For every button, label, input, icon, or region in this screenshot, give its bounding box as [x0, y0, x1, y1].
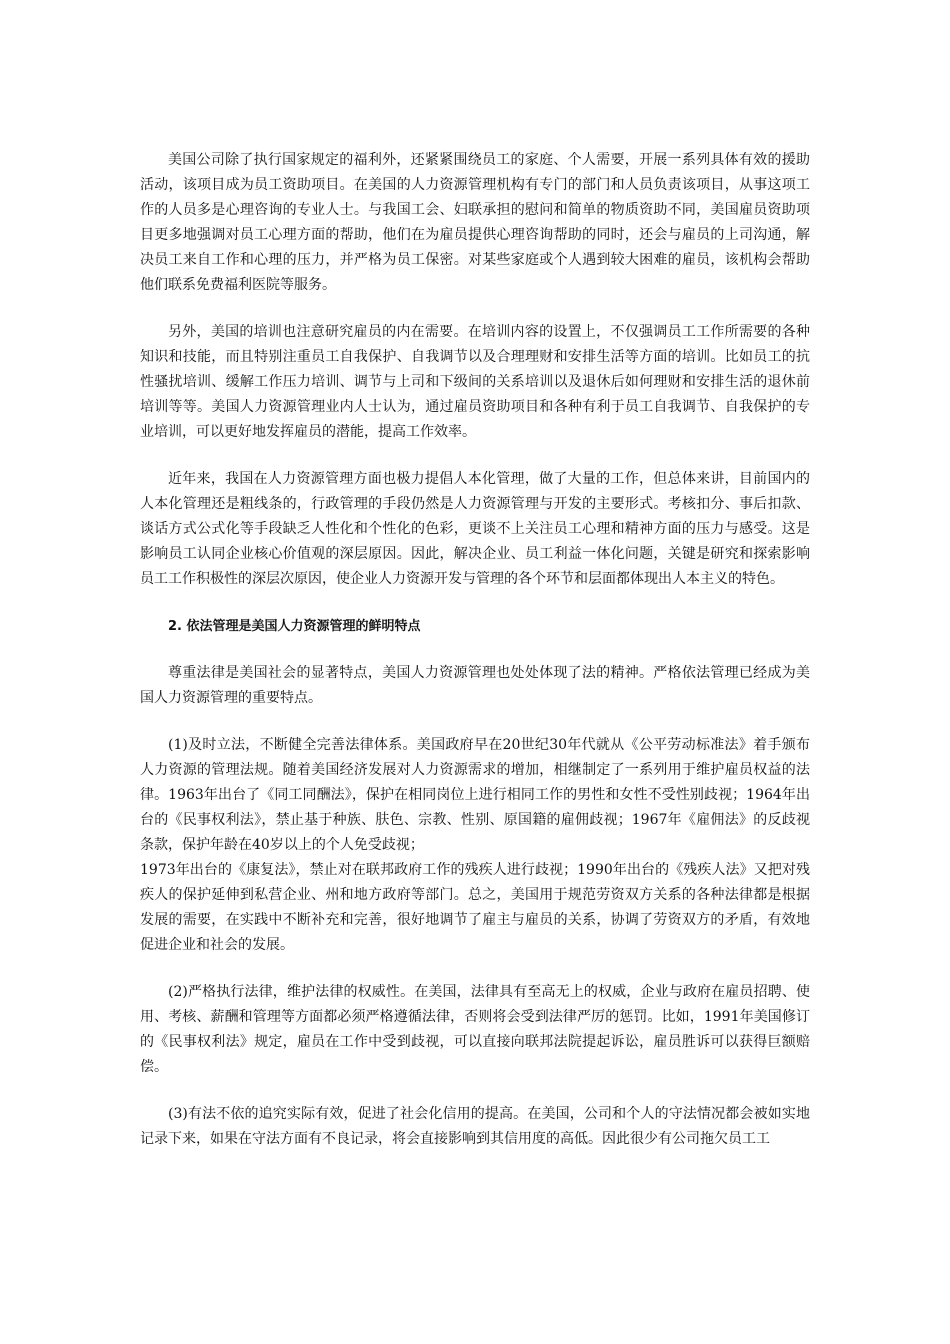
- paragraph-item-1: [140, 733, 810, 958]
- paragraph-domestic-management: 近年来，我国在人力资源管理方面也极力提倡人本化管理，做了大量的工作，但总体来讲，目前国内的人本化管理还是粗线条的，行政管理的手段仍然是人力资源管理与开发的主要形式。考核扣分、事后扣款、谈话方式公式化等手段缺乏人性化和个性化的色彩，更谈不上关注员工心理和精神方面的压力与感受。这是影响员工认同企业核心价值观的深层原因。因此，解决企业、员工利益一体化问题，关键是研究和探索影响员工工作积极性的深层次原因，使企业人力资源开发与管理的各个环节和层面都体现出人本主义的特色。: [140, 471, 810, 587]
- section-heading: 2. 依法管理是美国人力资源管理的鲜明特点: [168, 619, 421, 634]
- item-1-part-2: 1973年出台的《康复法》，禁止对在联邦政府工作的残疾人进行歧视；1990年出台的《残疾人法》又把对残疾人的保护延伸到私营企业、州和地方政府等部门。总之，美国用于规范劳资双方关系的各种法律都是根据发展的需要，在实践中不断补充和完善，很好地调节了雇主与雇员的关系，协调了劳资双方的矛盾，有效地促进企业和社会的发展。: [140, 862, 810, 953]
- paragraph-training: 另外，美国的培训也注意研究雇员的内在需要。在培训内容的设置上，不仅强调员工工作所需要的各种知识和技能，而且特别注重员工自我保护、自我调节以及合理理财和安排生活等方面的培训。比如员工的抗性骚扰培训、缓解工作压力培训、调节与上司和下级间的关系培训以及退休后如何理财和安排生活的退休前培训等等。美国人力资源管理业内人士认为，通过雇员资助项目和各种有利于员工自我调节、自我保护的专业培训，可以更好地发挥雇员的潜能，提高工作效率。: [140, 324, 810, 440]
- paragraph-rule-of-law: 尊重法律是美国社会的显著特点，美国人力资源管理也处处体现了法的精神。严格依法管理已经成为美国人力资源管理的重要特点。: [140, 665, 810, 706]
- paragraph-employee-assistance: 美国公司除了执行国家规定的福利外，还紧紧围绕员工的家庭、个人需要，开展一系列具体有效的援助活动，该项目成为员工资助项目。在美国的人力资源管理机构有专门的部门和人员负责该项目，从事这项工作的人员多是心理咨询的专业人士。与我国工会、妇联承担的慰问和简单的物质资助不同，美国雇员资助项目更多地强调对员工心理方面的帮助，他们在为雇员提供心理咨询帮助的同时，还会与雇员的上司沟通，解决员工来自工作和心理的压力，并严格为员工保密。对某些家庭或个人遇到较大困难的雇员，该机构会帮助他们联系免费福利医院等服务。: [140, 152, 810, 293]
- paragraph-item-3: (3)有法不依的追究实际有效，促进了社会化信用的提高。在美国，公司和个人的守法情况都会被如实地记录下来，如果在守法方面有不良记录，将会直接影响到其信用度的高低。因此很少有公司拖欠员工工: [140, 1106, 810, 1147]
- document-body: [140, 148, 810, 1174]
- item-1-part-1: (1)及时立法，不断健全完善法律体系。美国政府早在20世纪30年代就从《公平劳动标准法》着手颁布人力资源的管理法规。随着美国经济发展对人力资源需求的增加，相继制定了一系列用于维护雇员权益的法律。1963年出台了《同工同酬法》，保护在相同岗位上进行相同工作的男性和女性不受性别歧视；1964年出台的《民事权利法》，禁止基于种族、肤色、宗教、性别、原国籍的雇佣歧视；1967年《雇佣法》的反歧视条款，保护年龄在40岁以上的个人免受歧视；: [140, 737, 810, 853]
- paragraph-item-2: (2)严格执行法律，维护法律的权威性。在美国，法律具有至高无上的权威，企业与政府在雇员招聘、使用、考核、薪酬和管理等方面都必须严格遵循法律，否则将会受到法律严厉的惩罚。比如，1991年美国修订的《民事权利法》规定，雇员在工作中受到歧视，可以直接向联邦法院提起诉讼，雇员胜诉可以获得巨额赔偿。: [140, 984, 810, 1075]
